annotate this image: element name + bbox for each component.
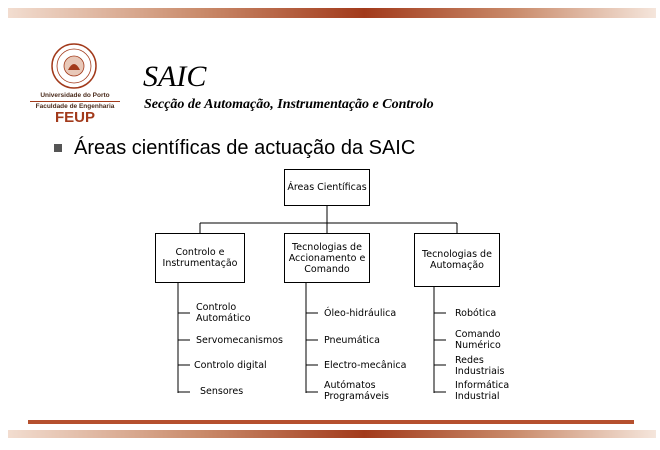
page-subtitle: Secção de Automação, Instrumentação e Controlo — [144, 97, 434, 112]
page-title: SAIC — [143, 60, 207, 93]
root-node — [284, 169, 370, 206]
leaf-item: Controlo digital — [194, 360, 267, 371]
bottom-decorative-line — [28, 420, 634, 424]
leaf-item: Redes Industriais — [455, 355, 505, 377]
leaf-item: Servomecanismos — [196, 335, 283, 346]
root-node-label: Áreas Científicas — [287, 182, 367, 193]
branch-node-controlo — [155, 233, 245, 283]
university-name: Universidade do Porto — [40, 92, 110, 99]
leaf-item: Autómatos Programáveis — [324, 380, 389, 402]
leaf-item: Comando Numérico — [455, 329, 501, 351]
bottom-decorative-bar — [8, 430, 656, 438]
leaf-item: Controlo Automático — [196, 302, 251, 324]
branch-node-label: Controlo e Instrumentação — [162, 247, 238, 269]
branch-node-tecnologias-accionamento — [284, 233, 370, 283]
branch-node-label: Tecnologias de Automação — [422, 249, 492, 271]
leaf-item: Informática Industrial — [455, 380, 510, 402]
leaf-item: Robótica — [455, 308, 497, 319]
faculty-name: Faculdade de Engenharia — [30, 101, 120, 110]
leaf-item: Sensores — [200, 386, 244, 397]
feup-acronym: FEUP — [54, 109, 95, 126]
section-heading: Áreas científicas de actuação da SAIC — [74, 137, 416, 159]
leaf-item: Pneumática — [324, 335, 380, 346]
leaf-item: Electro-mecânica — [324, 360, 407, 371]
leaf-item: Óleo-hidráulica — [324, 308, 397, 319]
branch-node-label: Tecnologias de Accionamento e Comando — [288, 241, 366, 275]
branch-node-tecnologias-automacao — [414, 233, 500, 287]
